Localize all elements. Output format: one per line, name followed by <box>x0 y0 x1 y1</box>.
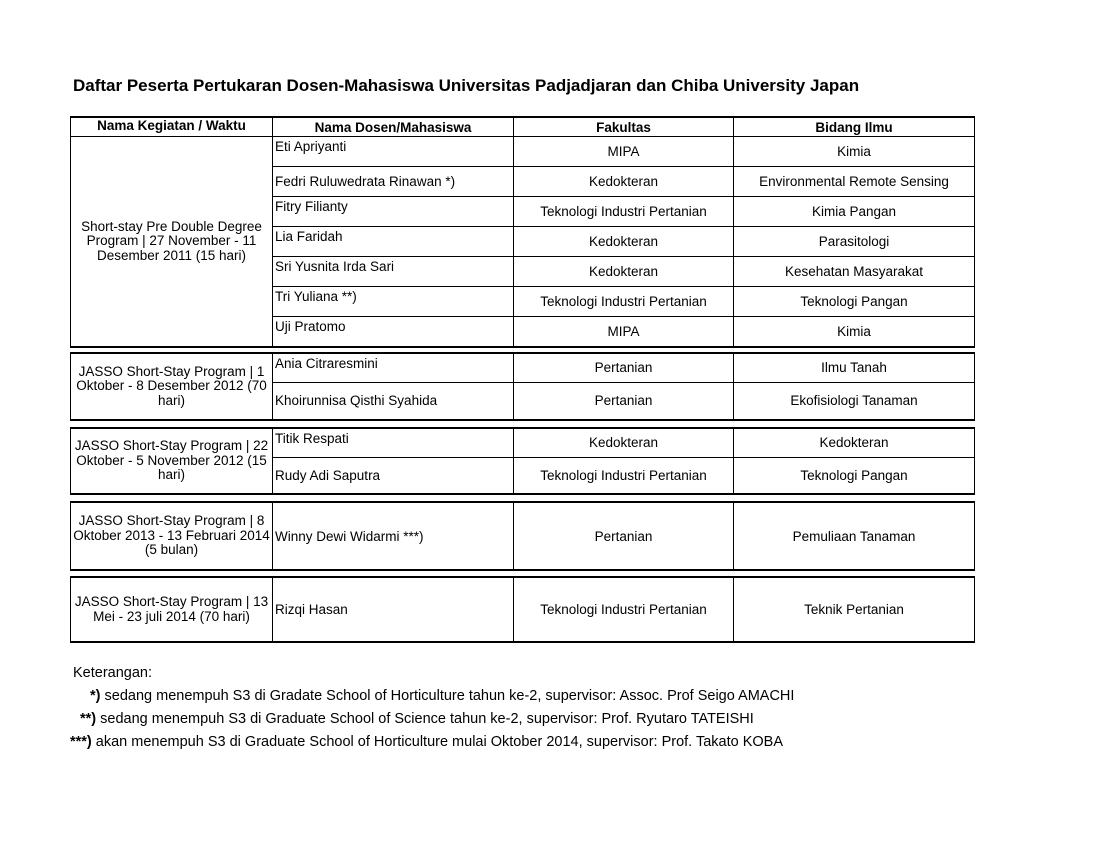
fakultas-cell: MIPA <box>514 317 734 347</box>
nama-cell: Lia Faridah <box>273 227 514 257</box>
bidang-cell: Kimia <box>734 317 975 347</box>
nama-cell: Fedri Ruluwedrata Rinawan *) <box>273 167 514 197</box>
note-text: akan menempuh S3 di Graduate School of Horticulture mulai Oktober 2014, supervisor: Prof. Takato KOBA <box>91 734 784 750</box>
header-fakultas: Fakultas <box>514 117 734 137</box>
fakultas-cell: Teknologi Industri Pertanian <box>514 577 734 642</box>
nama-cell: Sri Yusnita Irda Sari <box>273 257 514 287</box>
kegiatan-cell: Short-stay Pre Double Degree Program | 27 November - 11 Desember 2011 (15 hari) <box>71 137 273 347</box>
fakultas-cell: Teknologi Industri Pertanian <box>514 197 734 227</box>
bidang-cell: Teknologi Pangan <box>734 287 975 317</box>
fakultas-cell: Pertanian <box>514 382 734 420</box>
table-row <box>71 502 975 570</box>
fakultas-cell: Kedokteran <box>514 428 734 457</box>
kegiatan-cell: JASSO Short-Stay Program | 13 Mei - 23 juli 2014 (70 hari) <box>71 577 273 642</box>
header-bidang: Bidang Ilmu <box>734 117 975 137</box>
header-nama: Nama Dosen/Mahasiswa <box>273 117 514 137</box>
nama-cell: Fitry Filianty <box>273 197 514 227</box>
fakultas-cell: Kedokteran <box>514 167 734 197</box>
bidang-cell: Parasitologi <box>734 227 975 257</box>
nama-cell: Ania Citraresmini <box>273 353 514 382</box>
note-mark: **) <box>80 711 97 727</box>
fakultas-cell: Pertanian <box>514 353 734 382</box>
header-kegiatan: Nama Kegiatan / Waktu <box>71 117 273 137</box>
bidang-cell: Teknologi Pangan <box>734 457 975 494</box>
participants-table-group-2 <box>70 352 975 421</box>
kegiatan-cell: JASSO Short-Stay Program | 1 Oktober - 8 Desember 2012 (70 hari) <box>71 353 273 420</box>
nama-cell: Winny Dewi Widarmi ***) <box>273 502 514 570</box>
keterangan-section <box>70 662 795 754</box>
fakultas-cell: Kedokteran <box>514 257 734 287</box>
nama-cell: Rudy Adi Saputra <box>273 457 514 494</box>
table-row <box>71 428 975 457</box>
table-row <box>71 353 975 382</box>
fakultas-cell: Kedokteran <box>514 227 734 257</box>
nama-cell: Rizqi Hasan <box>273 577 514 642</box>
participants-table-group-4 <box>70 501 975 571</box>
kegiatan-cell: JASSO Short-Stay Program | 22 Oktober - 5 November 2012 (15 hari) <box>71 428 273 494</box>
bidang-cell: Environmental Remote Sensing <box>734 167 975 197</box>
bidang-cell: Kimia Pangan <box>734 197 975 227</box>
note-text: sedang menempuh S3 di Gradate School of Horticulture tahun ke-2, supervisor: Assoc. Prof Seigo AMACHI <box>100 688 795 704</box>
page-title: Daftar Peserta Pertukaran Dosen-Mahasiswa Universitas Padjadjaran dan Chiba University Japan <box>73 76 860 95</box>
bidang-cell: Ilmu Tanah <box>734 353 975 382</box>
bidang-cell: Kesehatan Masyarakat <box>734 257 975 287</box>
bidang-cell: Pemuliaan Tanaman <box>734 502 975 570</box>
bidang-cell: Kimia <box>734 137 975 167</box>
nama-cell: Eti Apriyanti <box>273 137 514 167</box>
fakultas-cell: Teknologi Industri Pertanian <box>514 287 734 317</box>
note-3 <box>70 731 794 754</box>
table-row <box>71 137 975 167</box>
nama-cell: Khoirunnisa Qisthi Syahida <box>273 382 514 420</box>
note-2 <box>73 708 794 731</box>
fakultas-cell: MIPA <box>514 137 734 167</box>
nama-cell: Titik Respati <box>273 428 514 457</box>
table-row <box>71 577 975 642</box>
participants-table-group-3 <box>70 427 975 495</box>
nama-cell: Tri Yuliana **) <box>273 287 514 317</box>
keterangan-label: Keterangan: <box>73 665 153 681</box>
note-mark: *) <box>90 688 101 704</box>
table-header-row <box>71 117 975 137</box>
note-mark: ***) <box>70 734 92 750</box>
bidang-cell: Kedokteran <box>734 428 975 457</box>
kegiatan-cell: JASSO Short-Stay Program | 8 Oktober 2013 - 13 Februari 2014 (5 bulan) <box>71 502 273 570</box>
participants-table-group-5 <box>70 576 975 643</box>
note-1 <box>73 685 794 708</box>
fakultas-cell: Pertanian <box>514 502 734 570</box>
bidang-cell: Ekofisiologi Tanaman <box>734 382 975 420</box>
bidang-cell: Teknik Pertanian <box>734 577 975 642</box>
nama-cell: Uji Pratomo <box>273 317 514 347</box>
fakultas-cell: Teknologi Industri Pertanian <box>514 457 734 494</box>
note-text: sedang menempuh S3 di Graduate School of Science tahun ke-2, supervisor: Prof. Ryutaro TATEISHI <box>96 711 754 727</box>
participants-table-group-1 <box>70 116 975 348</box>
